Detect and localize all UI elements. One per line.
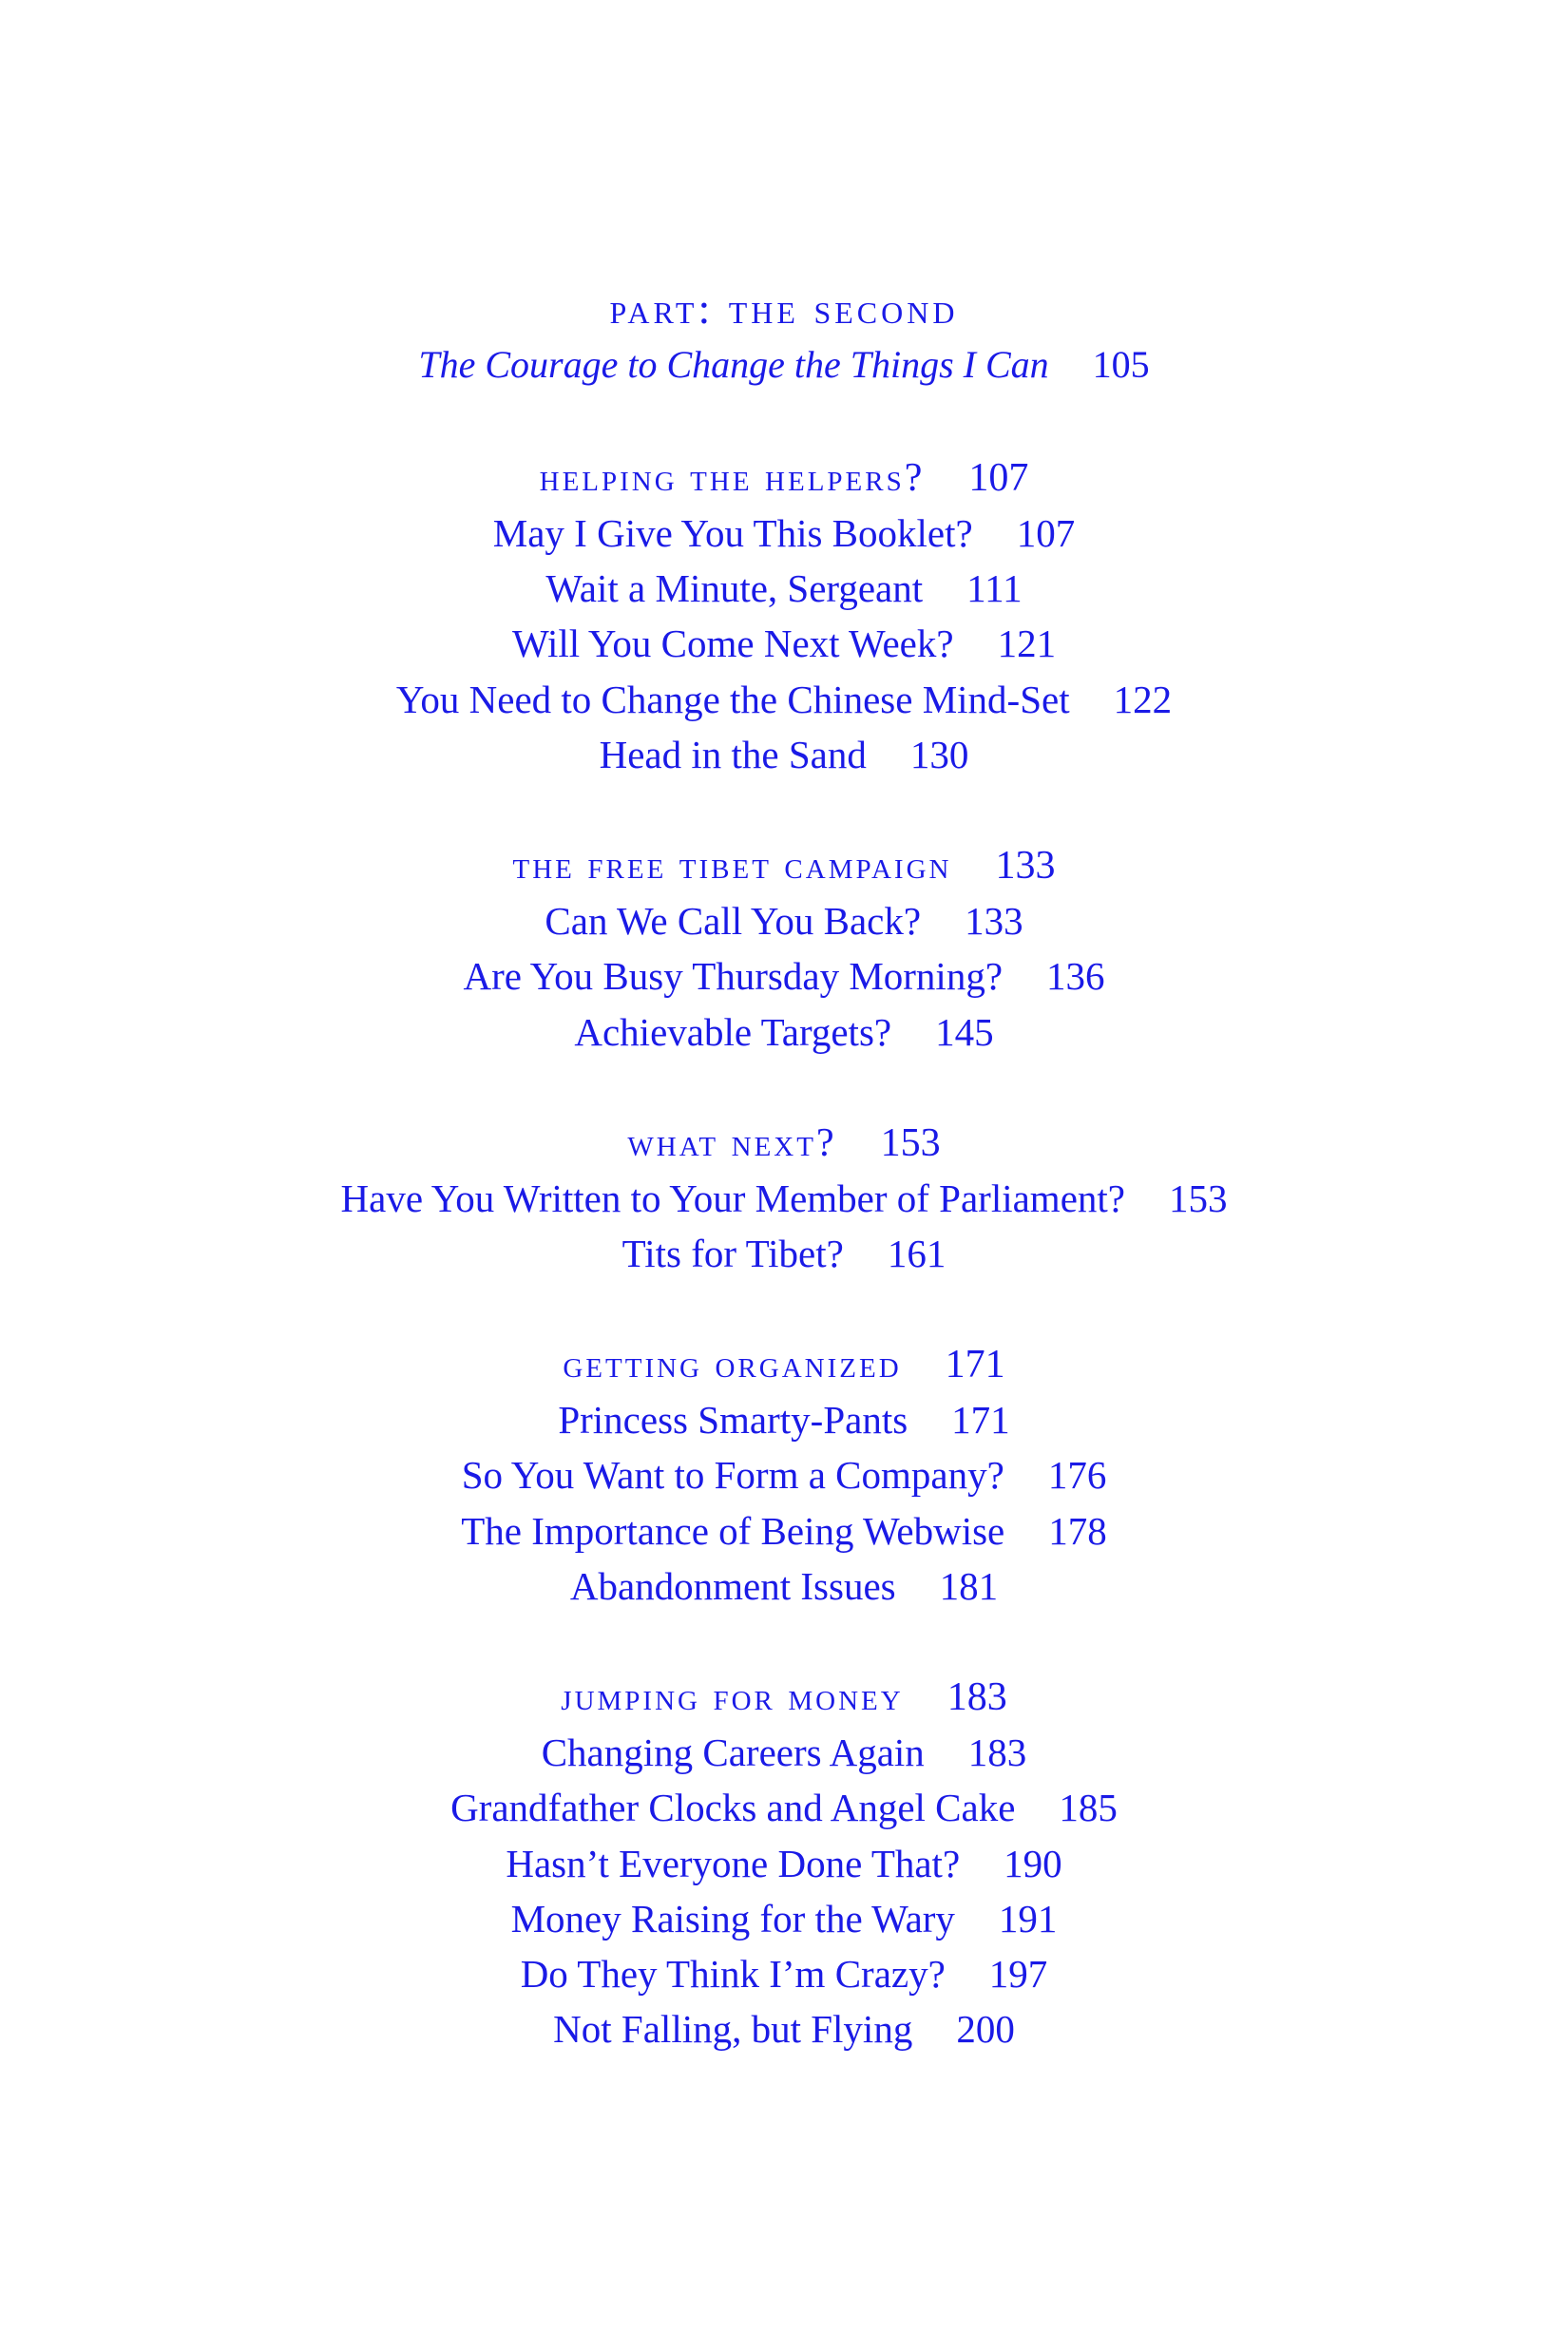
section-heading	[0, 1670, 1568, 1725]
toc-entry-title: Wait a Minute, Sergeant	[545, 566, 924, 610]
part-subtitle	[0, 337, 1568, 392]
toc-entry	[0, 1503, 1568, 1558]
toc-entry	[0, 2001, 1568, 2056]
toc-entry	[0, 672, 1568, 727]
toc-entry	[0, 1891, 1568, 1946]
section-title: what next?	[627, 1121, 837, 1165]
section-heading	[0, 450, 1568, 506]
toc-entry-page: 121	[997, 621, 1057, 665]
toc-entry-title: Are You Busy Thursday Morning?	[463, 954, 1004, 998]
toc-entry-page: 171	[951, 1398, 1010, 1442]
toc-entry	[0, 1226, 1568, 1281]
section-heading	[0, 1116, 1568, 1171]
toc-entry-page: 178	[1048, 1509, 1107, 1553]
toc-entry	[0, 616, 1568, 671]
section-heading	[0, 838, 1568, 893]
toc-entry	[0, 506, 1568, 561]
section-title: getting organized	[563, 1343, 902, 1386]
part-title	[0, 281, 1568, 336]
toc-entry-title: Princess Smarty-Pants	[558, 1398, 908, 1442]
section-title: helping the helpers?	[539, 456, 926, 500]
section-page-number: 183	[947, 1675, 1007, 1719]
toc-entry-page: 107	[1016, 511, 1076, 555]
toc-entry-title: Achievable Targets?	[574, 1010, 892, 1054]
toc-entry-title: Can We Call You Back?	[545, 899, 922, 943]
toc-entry	[0, 1171, 1568, 1226]
part-subtitle-text: The Courage to Change the Things I Can	[418, 343, 1049, 386]
section-title: the free tibet campaign	[512, 844, 952, 888]
toc-entry	[0, 1558, 1568, 1614]
section-page-number: 107	[968, 456, 1029, 500]
section-page-number: 133	[995, 844, 1056, 888]
toc-entry-page: 153	[1168, 1176, 1228, 1220]
toc-entry	[0, 893, 1568, 948]
toc-entry-title: Tits for Tibet?	[621, 1232, 844, 1275]
section-heading	[0, 1337, 1568, 1392]
toc-entry-page: 122	[1113, 678, 1173, 721]
toc-entry-title: Have You Written to Your Member of Parliament?	[340, 1176, 1125, 1220]
toc-entry-title: Head in the Sand	[599, 733, 867, 776]
part-page-number: 105	[1092, 343, 1150, 386]
toc-entry-title: You Need to Change the Chinese Mind-Set	[395, 678, 1070, 721]
toc-entry-page: 183	[967, 1731, 1027, 1774]
toc-entry	[0, 727, 1568, 782]
toc-entry-title: Changing Careers Again	[541, 1731, 925, 1774]
toc-entry-title: Hasn’t Everyone Done That?	[506, 1842, 961, 1885]
toc-entry-page: 111	[966, 566, 1023, 610]
toc-entry	[0, 1946, 1568, 2001]
part-title-text: part: the second	[609, 284, 959, 333]
toc-entry-title: Will You Come Next Week?	[511, 621, 954, 665]
section-page-number: 153	[880, 1121, 941, 1165]
toc-entry	[0, 1392, 1568, 1447]
toc-entry-page: 190	[1004, 1842, 1062, 1885]
toc-entry	[0, 1780, 1568, 1835]
toc-entry-page: 181	[939, 1564, 999, 1608]
toc-entry-page: 161	[887, 1232, 947, 1275]
toc-entry-page: 136	[1046, 954, 1105, 998]
toc-entry	[0, 1004, 1568, 1060]
toc-entry-page: 176	[1047, 1453, 1107, 1497]
toc-entry-page: 197	[988, 1952, 1048, 1996]
toc-entry-title: So You Want to Form a Company?	[461, 1453, 1004, 1497]
toc-entry-page: 133	[965, 899, 1023, 943]
toc-entry-title: Not Falling, but Flying	[553, 2007, 913, 2051]
toc-entry-page: 200	[956, 2007, 1015, 2051]
toc-entry-title: Money Raising for the Wary	[510, 1897, 955, 1941]
toc-entry-title: Abandonment Issues	[569, 1564, 896, 1608]
toc-entry-title: May I Give You This Booklet?	[492, 511, 973, 555]
toc-entry	[0, 1447, 1568, 1502]
toc-entry-title: The Importance of Being Webwise	[461, 1509, 1005, 1553]
toc-entry-title: Do They Think I’m Crazy?	[520, 1952, 946, 1996]
toc-entry	[0, 948, 1568, 1004]
section-page-number: 171	[945, 1343, 1005, 1386]
section-title: jumping for money	[561, 1675, 904, 1719]
toc-entry	[0, 1725, 1568, 1780]
toc-entry	[0, 561, 1568, 616]
toc-entry-title: Grandfather Clocks and Angel Cake	[450, 1786, 1016, 1829]
toc-entry-page: 130	[909, 733, 969, 776]
toc-entry-page: 185	[1059, 1786, 1118, 1829]
toc-entry	[0, 1836, 1568, 1891]
toc-entry-page: 145	[935, 1010, 994, 1054]
toc-entry-page: 191	[998, 1897, 1058, 1941]
